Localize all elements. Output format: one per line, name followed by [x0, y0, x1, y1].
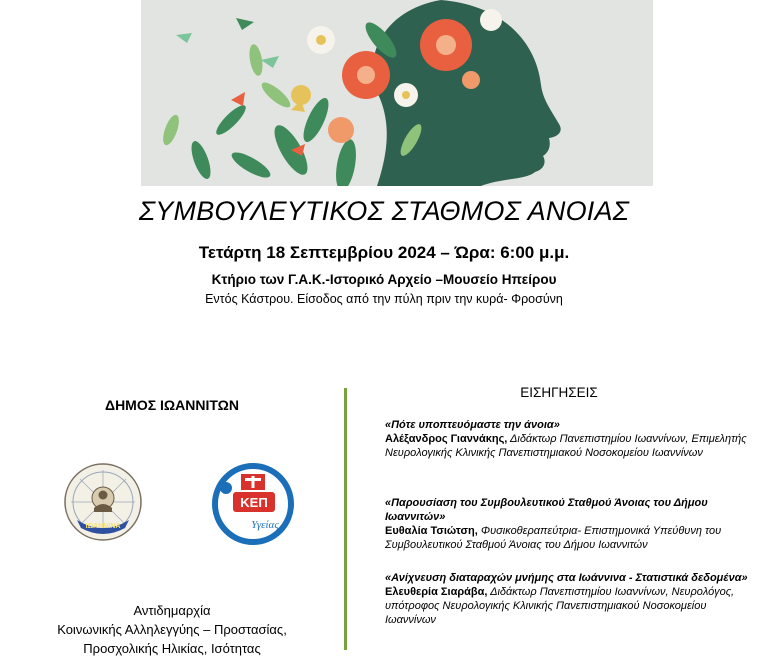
kep-subtext: Υγείας: [251, 519, 279, 531]
seal-text: ΙΩΑΝΝΙΝΑ: [85, 523, 121, 530]
ioannina-seal-logo: [63, 462, 143, 542]
kep-health-logo: [211, 462, 295, 546]
speaker-name: Ευθαλία Τσιώτση,: [385, 525, 478, 537]
deputy-line: Προσχολικής Ηλικίας, Ισότητας: [83, 641, 261, 656]
municipality-seal-icon: [63, 462, 143, 542]
talks-heading: ΕΙΣΗΓΗΣΕΙΣ: [520, 385, 598, 400]
talk-title: «Πότε υποπτευόμαστε την άνοια»: [385, 419, 560, 431]
talk-title: «Ανίχνευση διαταραχών μνήμης στα Ιωάννινα - Στατιστικά δεδομένα»: [385, 572, 748, 584]
deputy-line: Κοινωνικής Αλληλεγγύης – Προστασίας,: [57, 622, 287, 637]
talk-title: «Παρουσίαση του Συμβουλευτικού Σταθμού Άνοιας του Δήμου Ιωαννιτών»: [385, 497, 708, 523]
event-title: ΣΥΜΒΟΥΛΕΥΤΙΚΟΣ ΣΤΑΘΜΟΣ ΑΝΟΙΑΣ: [138, 196, 630, 226]
talk-item: [385, 496, 755, 552]
speaker-name: Αλέξανδρος Γιαννάκης,: [385, 433, 508, 445]
deputy-mayor-office: [0, 601, 344, 658]
event-datetime: Τετάρτη 18 Σεπτεμβρίου 2024 – Ώρα: 6:00 μ.μ.: [198, 243, 570, 262]
speaker-name: Ελευθερία Σιαράβα,: [385, 586, 488, 598]
deputy-line: Αντιδημαρχία: [133, 603, 211, 618]
speaker-role: Διδάκτωρ Πανεπιστημίου Ιωαννίνων, Επιμελητής Νευρολογικής Κλινικής Πανεπιστημιακού Νοσοκομείου Ιωαννίνων: [385, 433, 747, 459]
kep-text: ΚΕΠ: [240, 495, 268, 510]
kep-cross-icon: [211, 462, 295, 546]
hero-illustration: [141, 0, 653, 186]
municipality-heading: ΔΗΜΟΣ ΙΩΑΝΝΙΤΩΝ: [105, 397, 239, 413]
talk-item: [385, 418, 755, 460]
event-venue: Κτήριο των Γ.Α.Κ.-Ιστορικό Αρχείο –Μουσείο Ηπείρου: [211, 272, 557, 287]
event-entrance: Εντός Κάστρου. Είσοδος από την πύλη πριν την κυρά- Φροσύνη: [205, 292, 563, 306]
speaker-role: Φυσικοθεραπεύτρια- Επιστημονικά Υπεύθυνη του Συμβουλευτικού Σταθμού Άνοιας του Δήμου Ιωαννιτών: [385, 525, 722, 551]
speaker-role: Διδάκτωρ Πανεπιστημίου Ιωαννίνων, Νευρολόγος, υπότροφος Νευρολογικής Κλινικής Πανεπιστημιακού Νοσοκομείου Ιωαννίνων: [385, 586, 735, 626]
talk-item: [385, 571, 755, 627]
woman-profile-flowers-icon: [141, 0, 653, 186]
column-divider: [344, 388, 347, 650]
